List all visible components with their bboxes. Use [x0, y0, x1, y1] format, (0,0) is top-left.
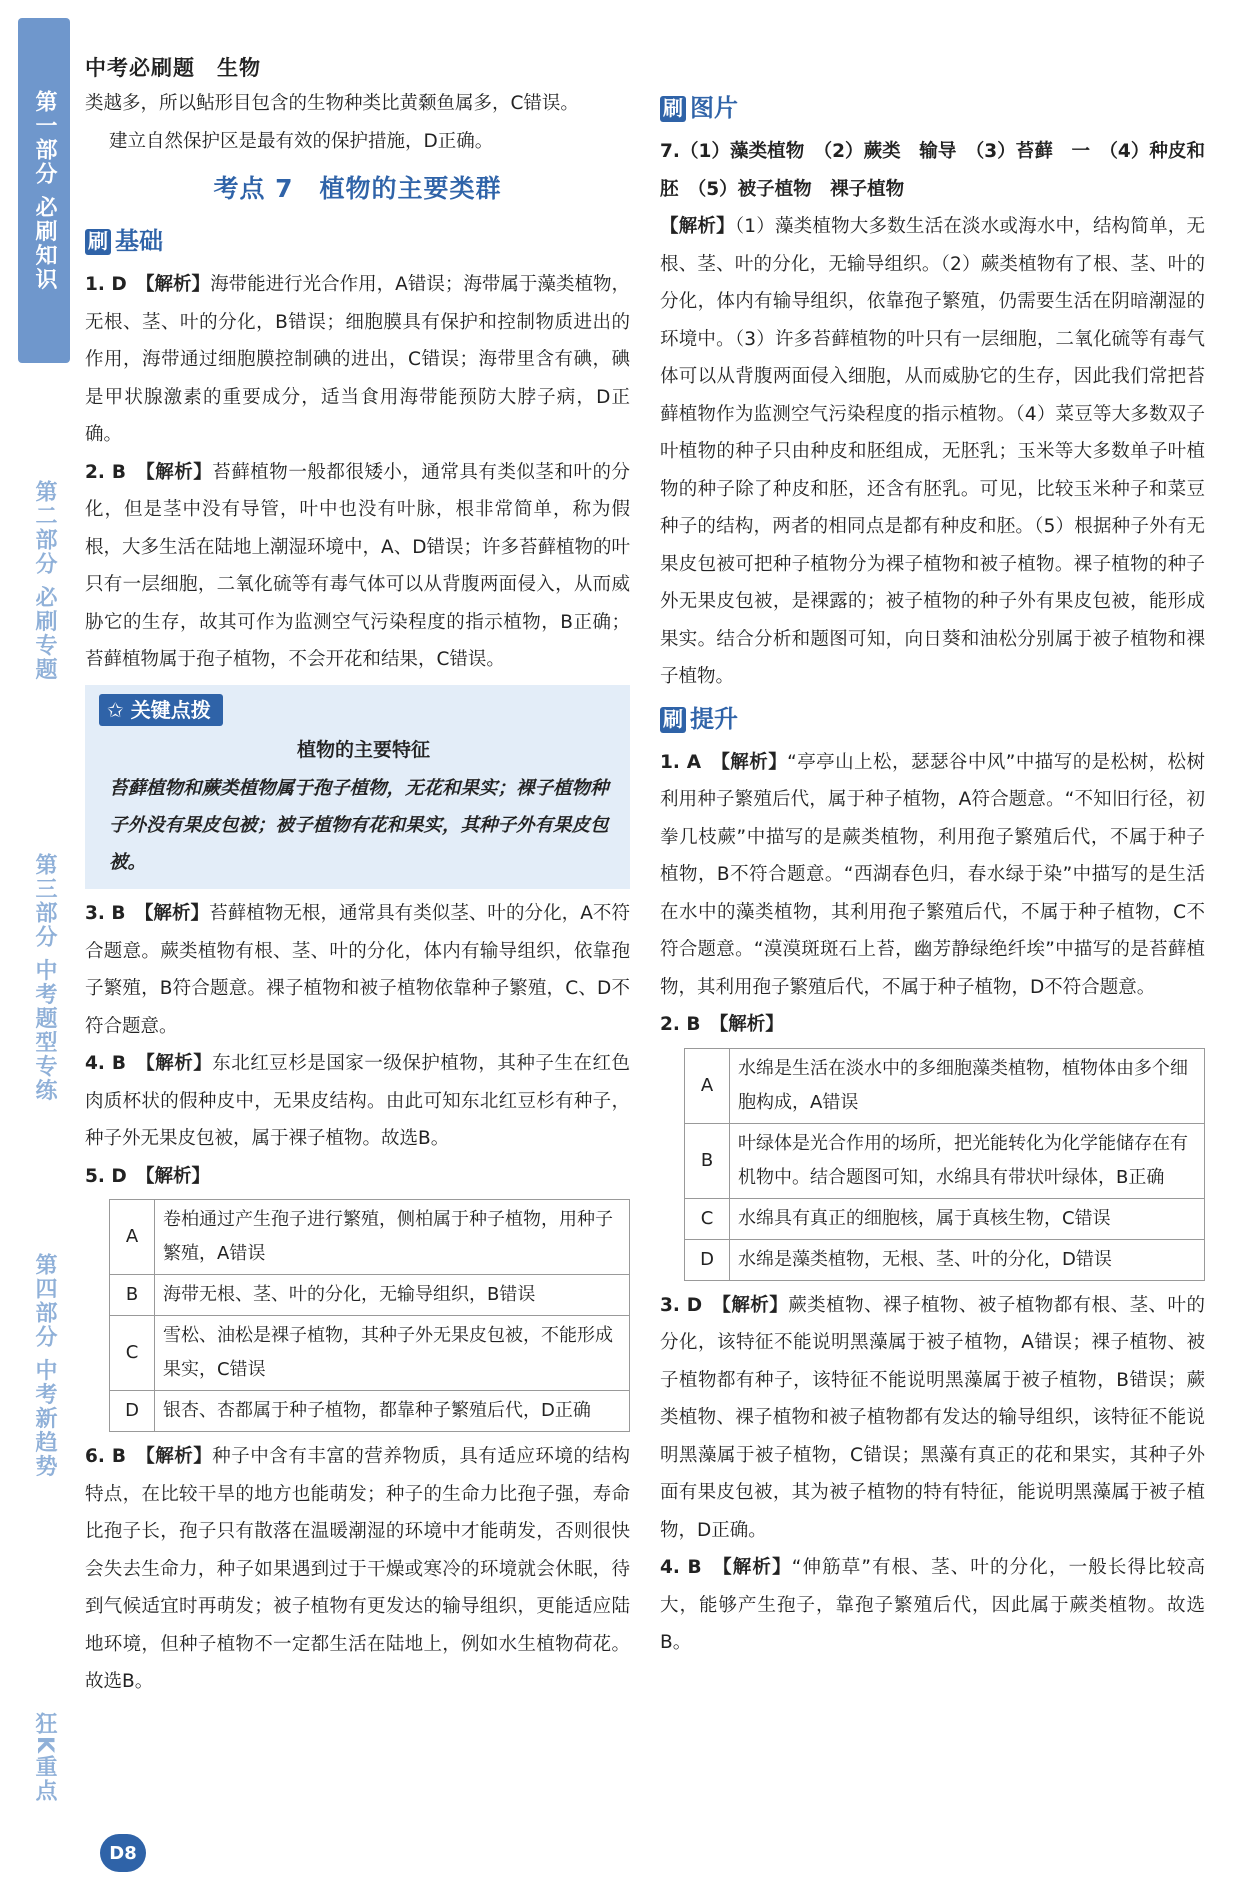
- key-point-title: 植物的主要特征: [296, 739, 430, 761]
- question-7: 7.（1）藻类植物 （2）蕨类 输导 （3）苔藓 一 （4）种皮和胚 （5）被子植物 裸子植物: [660, 141, 1205, 200]
- subsection-basic: [85, 222, 630, 262]
- sidebar-tab-key-points[interactable]: 狂K重点: [32, 1712, 57, 1804]
- question-1: 1. D 【解析】海带能进行光合作用，A错误；海带属于藻类植物，无根、茎、叶的分化，B错误；细胞膜具有保护和控制物质进出的作用，海带通过细胞膜控制碘的进出，C错误；海带里含有碘，碘是甲状腺激素的重要成分，适当食用海带能预防大脖子病，D正确。: [85, 274, 630, 445]
- section-title: 考点 7 植物的主要类群: [213, 174, 502, 203]
- table-row: B 海带无根、茎、叶的分化，无输导组织，B错误: [110, 1275, 630, 1316]
- table-row: D 水绵是藻类植物，无根、茎、叶的分化，D错误: [685, 1239, 1205, 1280]
- question-3: 3. B 【解析】苔藓植物无根，通常具有类似茎、叶的分化，A不符合题意。蕨类植物有根、茎、叶的分化，体内有输导组织，依靠孢子繁殖，B符合题意。裸子植物和被子植物依靠种子繁殖，C、D不符合题意。: [85, 903, 630, 1037]
- question-5: 5. D 【解析】: [85, 1165, 210, 1187]
- continued-text: 类越多，所以鲇形目包含的生物种类比黄颡鱼属多，C错误。: [85, 93, 579, 114]
- subsection-pictures: [660, 89, 1205, 129]
- page-header: 中考必刷题 生物: [85, 56, 261, 80]
- table-row: C 水绵具有真正的细胞核，属于真核生物，C错误: [685, 1198, 1205, 1239]
- left-column: [85, 85, 630, 1701]
- subsection-label: 提升: [690, 704, 738, 733]
- question-4: 4. B 【解析】东北红豆杉是国家一级保护植物，其种子生在红色肉质杯状的假种皮中，无果皮结构。由此可知东北红豆杉有种子，种子外无果皮包被，属于裸子植物。故选B。: [85, 1053, 630, 1149]
- subsection-label: 基础: [115, 227, 163, 256]
- table-row: A 水绵是生活在淡水中的多细胞藻类植物，植物体由多个细胞构成，A错误: [685, 1048, 1205, 1123]
- subsection-improve: [660, 700, 1205, 740]
- sidebar-tab-part-3[interactable]: 第三部分 中考题型专练: [32, 853, 57, 1103]
- brush-icon: 刷: [660, 707, 686, 733]
- answer-table-5: [109, 1199, 630, 1432]
- improve-question-3: 3. D 【解析】蕨类植物、裸子植物、被子植物都有根、茎、叶的分化，该特征不能说明黑藻属于被子植物，A错误；裸子植物、被子植物都有种子，该特征不能说明黑藻属于被子植物，B错误；蕨类植物、裸子植物和被子植物都有发达的输导组织，该特征不能说明黑藻属于被子植物，C错误；黑藻有真正的花和果实，其种子外面有果皮包被，其为被子植物的特有特征，能说明黑藻属于被子植物，D正确。: [660, 1294, 1205, 1541]
- right-column: [660, 85, 1205, 1662]
- question-6: 6. B 【解析】种子中含有丰富的营养物质，具有适应环境的结构特点，在比较干旱的地方也能萌发；种子的生命力比孢子强，寿命比孢子长，孢子只有散落在温暖潮湿的环境中才能萌发，否则很快会失去生命力，种子如果遇到过于干燥或寒冷的环境就会休眠，待到气候适宜时再萌发；被子植物有更发达的输导组织，更能适应陆地环境，但种子植物不一定都生活在陆地上，例如水生植物荷花。故选B。: [85, 1446, 630, 1692]
- brush-icon: 刷: [660, 96, 686, 122]
- sidebar-tab-part-2[interactable]: 第二部分 必刷专题: [32, 479, 57, 682]
- subsection-label: 图片: [690, 94, 738, 123]
- sidebar: [18, 18, 70, 1858]
- page-number: D8: [100, 1834, 146, 1872]
- sidebar-tab-part-4[interactable]: 第四部分 中考新趋势: [32, 1252, 57, 1479]
- table-row: D 银杏、杏都属于种子植物，都靠种子繁殖后代，D正确: [110, 1391, 630, 1432]
- question-2: 2. B 【解析】苔藓植物一般都很矮小，通常具有类似茎和叶的分化，但是茎中没有导管，叶中也没有叶脉，根非常简单，称为假根，大多生活在陆地上潮湿环境中，A、D错误；许多苔藓植物的叶只有一层细胞，二氧化硫等有毒气体可以从背腹两面侵入，从而威胁它的生存，故其可作为监测空气污染程度的指示植物，B正确；苔藓植物属于孢子植物，不会开花和结果，C错误。: [85, 461, 630, 670]
- question-7-analysis: 【解析】（1）藻类植物大多数生活在淡水或海水中，结构简单，无根、茎、叶的分化，无输导组织。（2）蕨类植物有了根、茎、叶的分化，体内有输导组织，依靠孢子繁殖，仍需要生活在阴暗潮湿的环境中。（3）许多苔藓植物的叶只有一层细胞，二氧化硫等有毒气体可以从背腹两面侵入细胞，从而威胁它的生存，因此我们常把苔藓植物作为监测空气污染程度的指示植物。（4）菜豆等大多数双子叶植物的种子只由种皮和胚组成，无胚乳；玉米等大多数单子叶植物的种子除了种皮和胚，还含有胚乳。可见，比较玉米种子和菜豆种子的结构，两者的相同点是都有种皮和胚。（5）根据种子外有无果皮包被可把种子植物分为裸子植物和被子植物。裸子植物的种子外无果皮包被，是裸露的；被子植物的种子外有果皮包被，能形成果实。结合分析和题图可知，向日葵和油松分别属于被子植物和裸子植物。: [660, 216, 1205, 687]
- answer-table-improve-2: [684, 1048, 1205, 1281]
- improve-question-1: 1. A 【解析】“亭亭山上松，瑟瑟谷中风”中描写的是松树，松树利用种子繁殖后代，属于种子植物，A符合题意。“不知旧行径，初拳几枝蕨”中描写的是蕨类植物，利用孢子繁殖后代，不属于种子植物，B不符合题意。“西湖春色归，春水绿于染”中描写的是生活在水中的藻类植物，其利用孢子繁殖后代，不属于种子植物，C不符合题意。“漠漠斑斑石上苔，幽芳静绿绝纤埃”中描写的是苔藓植物，其利用孢子繁殖后代，不属于种子植物，D不符合题意。: [660, 751, 1205, 998]
- improve-question-2: 2. B 【解析】: [660, 1014, 784, 1035]
- improve-question-4: 4. B 【解析】“伸筋草”有根、茎、叶的分化，一般长得比较高大，能够产生孢子，靠孢子繁殖后代，因此属于蕨类植物。故选B。: [660, 1557, 1205, 1653]
- sidebar-tab-part-1[interactable]: 第一部分 必刷知识: [18, 18, 70, 363]
- table-row: B 叶绿体是光合作用的场所，把光能转化为化学能储存在有机物中。结合题图可知，水绵具有带状叶绿体，B正确: [685, 1123, 1205, 1198]
- key-point-tag: ✩ 关键点拨: [99, 694, 223, 726]
- key-point-box: [85, 685, 630, 890]
- brush-icon: 刷: [85, 229, 111, 255]
- table-row: C 雪松、油松是裸子植物，其种子外无果皮包被，不能形成果实，C错误: [110, 1316, 630, 1391]
- key-point-text: 苔藓植物和蕨类植物属于孢子植物，无花和果实；裸子植物种子外没有果皮包被；被子植物有花和果实，其种子外有果皮包被。: [109, 778, 609, 873]
- table-row: A 卷柏通过产生孢子进行繁殖，侧柏属于种子植物，用种子繁殖，A错误: [110, 1200, 630, 1275]
- continued-text: 建立自然保护区是最有效的保护措施，D正确。: [109, 130, 494, 152]
